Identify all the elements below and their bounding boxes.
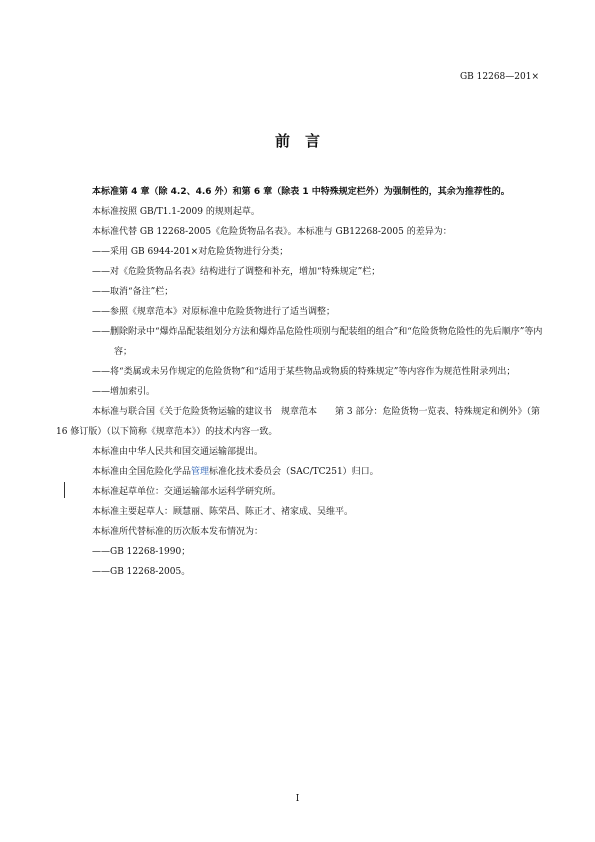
page-number: I [295, 794, 300, 804]
difference-item: ——对《危险货物品名表》结构进行了调整和补充，增加“特殊规定”栏； [92, 267, 381, 277]
replacement-paragraph: 本标准代替 GB 12268-2005《危险货物品名表》。本标准与 GB12268-2005 的差异为： [92, 227, 452, 237]
difference-item: ——参照《规章范本》对原标准中危险货物进行了适当调整； [92, 307, 336, 317]
difference-item: ——采用 GB 6944-201×对危险货物进行分类； [92, 247, 289, 257]
difference-item: ——取消“备注”栏； [92, 287, 174, 297]
difference-item: ——增加索引。 [92, 387, 156, 397]
difference-item: ——删除附录中“爆炸品配装组划分方法和爆炸品危险性项别与配装组的组合”和“危险货物危险性的先后顺序”等内容； [92, 327, 543, 357]
proposer-paragraph: 本标准由中华人民共和国交通运输部提出。 [92, 447, 264, 457]
foreword-body [56, 182, 550, 582]
un-model-regulations-paragraph: 本标准与联合国《关于危险货物运输的建议书 规章范本 第 3 部分：危险货物一览表、特殊规定和例外》（第 16 修订版）（以下简称《规章范本》）的技术内容一致。 [56, 407, 540, 437]
page-title: 前 言 [274, 132, 320, 150]
drafting-unit-paragraph: 本标准起草单位：交通运输部水运科学研究所。 [92, 487, 282, 497]
difference-item: ——将“类属或未另作规定的危险货物”和“适用于某些物品或物质的特殊规定”等内容作为规范性附录列出； [92, 367, 516, 377]
management-link[interactable]: 管理 [191, 467, 210, 477]
revision-bar [64, 482, 65, 498]
standard-number: GB 12268—201× [459, 72, 539, 82]
committee-text-pre: 本标准由全国危险化学品 [92, 467, 192, 477]
history-item: ——GB 12268-2005。 [92, 567, 191, 577]
drafters-paragraph: 本标准主要起草人：顾慧丽、陈荣昌、陈正才、褚家成、吴维平。 [92, 507, 354, 517]
history-item: ——GB 12268-1990； [92, 547, 191, 557]
committee-paragraph [56, 462, 550, 482]
committee-text-post: 标准化技术委员会（SAC/TC251）归口。 [209, 467, 379, 477]
drafting-rules-paragraph: 本标准按照 GB/T1.1-2009 的规则起草。 [92, 207, 260, 217]
mandatory-statement: 本标准第 4 章（除 4.2、4.6 外）和第 6 章（除表 1 中特殊规定栏外）为强制性的，其余为推荐性的。 [92, 187, 510, 197]
history-paragraph: 本标准所代替标准的历次版本发布情况为： [92, 527, 264, 537]
